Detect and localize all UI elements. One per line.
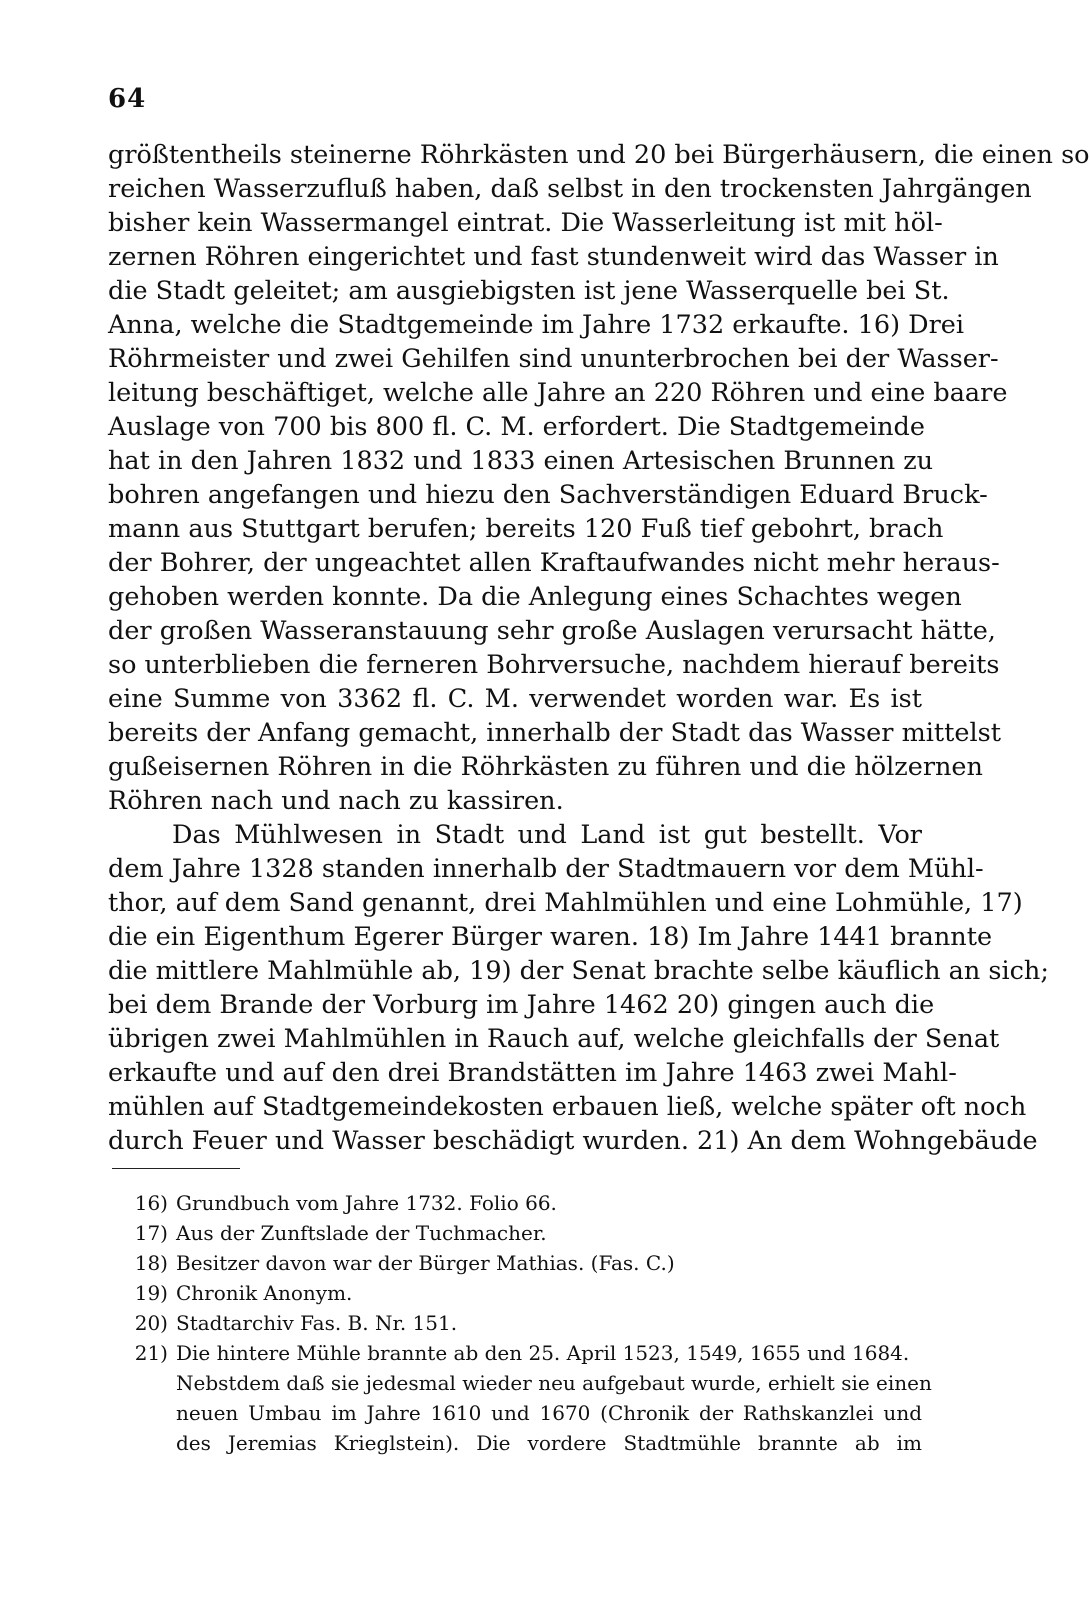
text-line: so unterblieben die ferneren Bohrversuche, nachdem hierauf bereits <box>108 650 1000 680</box>
text-line: bereits der Anfang gemacht, innerhalb der Stadt das Wasser mittelst <box>108 718 1001 748</box>
footnote-text: Die hintere Mühle brannte ab den 25. April 1523, 1549, 1655 und 1684. <box>176 1341 910 1365</box>
footnote-continuation-line: neuen Umbau im Jahre 1610 und 1670 (Chronik der Rathskanzlei und <box>176 1401 922 1425</box>
text-line: eine Summe von 3362 fl. C. M. verwendet worden war. Es ist <box>108 684 922 714</box>
footnote-number: 16) <box>134 1191 168 1215</box>
footnote <box>108 1218 922 1248</box>
text-line: bei dem Brande der Vorburg im Jahre 1462 20) gingen auch die <box>108 990 935 1020</box>
footnote-text: Aus der Zunftslade der Tuchmacher. <box>176 1221 547 1245</box>
text-line: Röhren nach und nach zu kassiren. <box>108 786 564 816</box>
footnote-number: 19) <box>134 1281 168 1305</box>
text-line: gehoben werden konnte. Da die Anlegung eines Schachtes wegen <box>108 582 962 612</box>
text-line: gußeisernen Röhren in die Röhrkästen zu führen und die hölzernen <box>108 752 983 782</box>
page-number: 64 <box>108 84 147 114</box>
text-line: bisher kein Wassermangel eintrat. Die Wasserleitung ist mit höl- <box>108 208 943 238</box>
text-line: die Stadt geleitet; am ausgiebigsten ist jene Wasserquelle bei St. <box>108 276 950 306</box>
text-line: der Bohrer, der ungeachtet allen Kraftaufwandes nicht mehr heraus- <box>108 548 1000 578</box>
paragraph-start-line: Das Mühlwesen in Stadt und Land ist gut bestellt. Vor <box>172 820 922 850</box>
footnote-text: Besitzer davon war der Bürger Mathias. (Fas. C.) <box>176 1251 675 1275</box>
footnote-text: Stadtarchiv Fas. B. Nr. 151. <box>176 1311 458 1335</box>
footnote-number: 18) <box>134 1251 168 1275</box>
footnote-text: Grundbuch vom Jahre 1732. Folio 66. <box>176 1191 557 1215</box>
text-line: dem Jahre 1328 standen innerhalb der Stadtmauern vor dem Mühl- <box>108 854 984 884</box>
text-line: der großen Wasseranstauung sehr große Auslagen verursacht hätte, <box>108 616 996 646</box>
text-line: Röhrmeister und zwei Gehilfen sind ununterbrochen bei der Wasser- <box>108 344 999 374</box>
text-line: hat in den Jahren 1832 und 1833 einen Artesischen Brunnen zu <box>108 446 934 476</box>
text-line: Auslage von 700 bis 800 fl. C. M. erfordert. Die Stadtgemeinde <box>108 412 925 442</box>
footnote <box>108 1308 922 1338</box>
text-line: erkaufte und auf den drei Brandstätten im Jahre 1463 zwei Mahl- <box>108 1058 957 1088</box>
footnote-continuation-line: des Jeremias Krieglstein). Die vordere Stadtmühle brannte ab im <box>176 1431 922 1455</box>
footnote-continuation-line: Nebstdem daß sie jedesmal wieder neu aufgebaut wurde, erhielt sie einen <box>176 1371 932 1395</box>
footnote <box>108 1248 922 1278</box>
footnotes <box>108 1188 932 1458</box>
text-line: die mittlere Mahlmühle ab, 19) der Senat brachte selbe käuflich an sich; <box>108 956 1049 986</box>
footnote-separator <box>112 1168 240 1169</box>
text-line: mühlen auf Stadtgemeindekosten erbauen ließ, welche später oft noch <box>108 1092 1027 1122</box>
footnote-number: 17) <box>134 1221 168 1245</box>
text-line: durch Feuer und Wasser beschädigt wurden. 21) An dem Wohngebäude <box>108 1126 1038 1156</box>
text-line: Anna, welche die Stadtgemeinde im Jahre 1732 erkaufte. 16) Drei <box>108 310 965 340</box>
footnote <box>108 1188 922 1218</box>
footnote <box>108 1338 922 1368</box>
text-line: leitung beschäftiget, welche alle Jahre an 220 Röhren und eine baare <box>108 378 1008 408</box>
footnote-text: Chronik Anonym. <box>176 1281 353 1305</box>
text-line: zernen Röhren eingerichtet und fast stundenweit wird das Wasser in <box>108 242 999 272</box>
footnote <box>108 1278 922 1308</box>
body-text <box>108 138 1090 1158</box>
text-line: die ein Eigenthum Egerer Bürger waren. 18) Im Jahre 1441 brannte <box>108 922 993 952</box>
text-line: größtentheils steinerne Röhrkästen und 20 bei Bürgerhäusern, die einen so <box>108 140 1090 170</box>
text-line: übrigen zwei Mahlmühlen in Rauch auf, welche gleichfalls der Senat <box>108 1024 1000 1054</box>
text-line: bohren angefangen und hiezu den Sachverständigen Eduard Bruck- <box>108 480 988 510</box>
footnote-number: 21) <box>134 1341 168 1365</box>
text-line: mann aus Stuttgart berufen; bereits 120 Fuß tief gebohrt, brach <box>108 514 944 544</box>
text-line: thor, auf dem Sand genannt, drei Mahlmühlen und eine Lohmühle, 17) <box>108 888 1023 918</box>
text-line: reichen Wasserzufluß haben, daß selbst in den trockensten Jahrgängen <box>108 174 1032 204</box>
footnote-number: 20) <box>134 1311 168 1335</box>
